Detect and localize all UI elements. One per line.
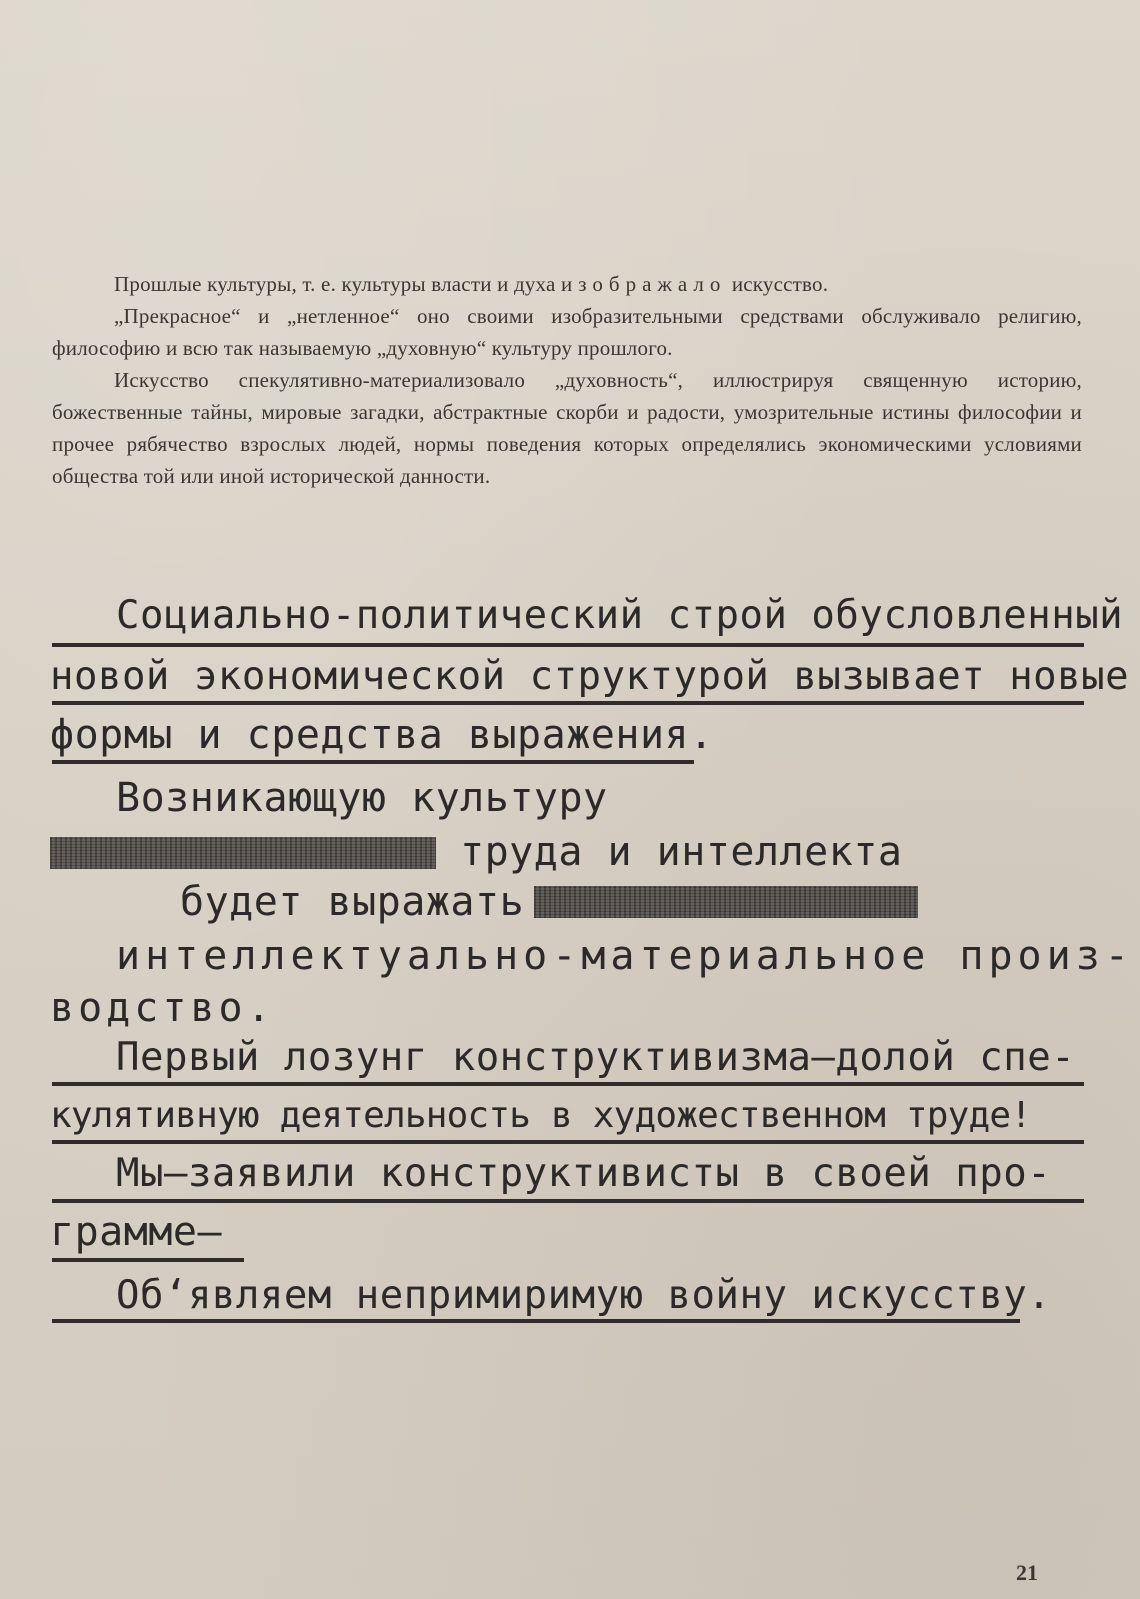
paragraph-past-cultures [52,268,1082,300]
underline-rule [52,1082,1084,1086]
paragraph-text: искусство. [726,272,829,296]
underline-rule [52,1319,1020,1323]
paragraph-text: Прошлые культуры, т. е. культуры власти и духа [114,272,561,296]
manifesto-line: Первый лозунг конструктивизма—долой спе- [116,1035,1076,1080]
underline-rule [52,1258,244,1262]
manifesto-line: интеллектуально-материальное произ- [116,933,1134,979]
underline-rule [52,1199,1084,1203]
redaction-bar [534,886,918,918]
manifesto-line: водство. [50,985,275,1031]
underline-rule [52,701,1084,705]
manifesto-line: Об‘являем непримиримую войну искусству. [116,1273,1052,1318]
manifesto-line: Возникающую культуру [116,775,608,821]
paragraph-art-speculative: Искусство спекулятивно-материализовало „духовность“, иллюстрируя священную историю, божественные тайны, мировые загадки, абстрактные скорби и радости, умозрительные истины философии и прочее рябячество взрослых людей, нормы поведения которых определялись экономическими условиями общества той или иной исторической данности. [52,368,1082,488]
manifesto-line: новой экономической структурой вызывает новые [50,654,1130,699]
manifesto-line: кулятивную деятельность в художественном труде! [50,1095,1032,1136]
underline-rule [52,760,694,764]
manifesto-line: формы и средства выражения. [50,712,714,758]
manifesto-line: грамме— [50,1209,223,1255]
paragraph-beautiful: „Прекрасное“ и „нетленное“ оно своими изобразительными средствами обслуживало религию, философию и всю так называемую „духовную“ культуру прошлого. [52,304,1082,360]
manifesto-line: будет выражать [180,879,525,925]
manifesto-line: Мы—заявили конструктивисты в своей про- [116,1151,1052,1196]
manifesto-line: труда и интеллекта [460,829,903,875]
intro-text-block [52,268,1082,492]
redaction-bar [50,837,436,869]
underline-rule [52,643,1084,647]
page-number: 21 [1016,1560,1038,1585]
manifesto-line: Социально-политический строй обусловленный [116,593,1124,638]
spaced-word: изображало [560,272,727,296]
underline-rule [52,1140,1084,1144]
